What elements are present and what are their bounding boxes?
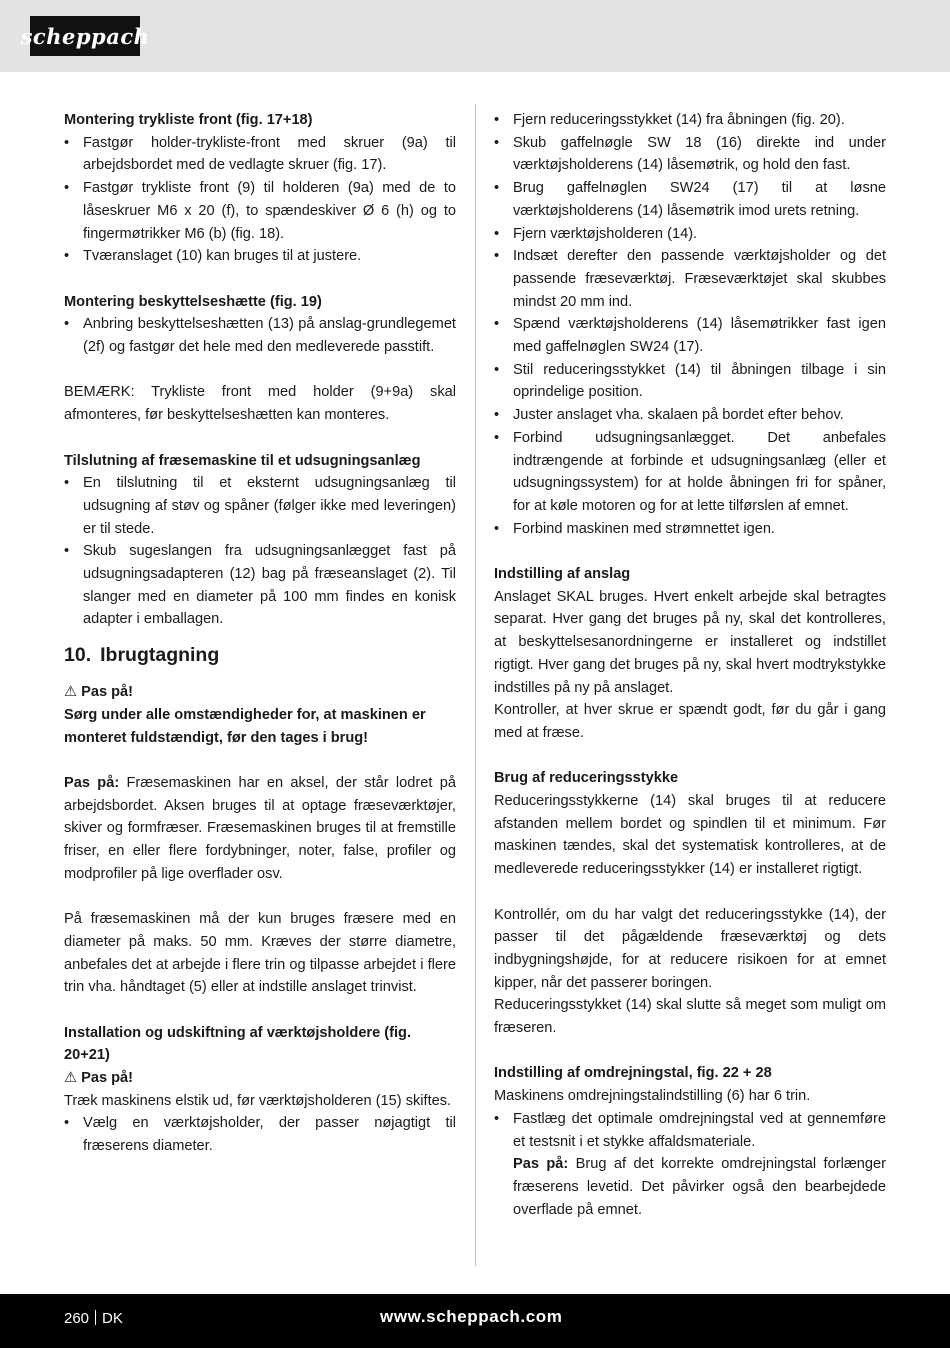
warning-icon: ⚠ — [64, 684, 78, 701]
warning-icon: ⚠ — [64, 1070, 78, 1087]
paragraph-diameter: På fræsemaskinen må der kun bruges fræsere med en diameter på maks. 50 mm. Kræves der større diametre, anbefales det at arbejde i flere trin og tilpasse arbejdet i flere trin vha. håndtaget (5) eller at indstille anslaget trinvist. — [64, 911, 456, 996]
paragraph-reduceringsstykke: Reduceringsstykkerne (14) skal bruges til at reducere afstanden mellem bordet og spindlen til et minimum. Før maskinen tændes, skal det systematisk kontrolleres, at de medleverede reduceringsstykker (14) er installeret rigtigt. — [494, 793, 886, 878]
paragraph-aksel: Pas på: Fræsemaskinen har en aksel, der står lodret på arbejdsbordet. Aksen bruges til at optage fræseværktøjer, skiver og formfræser. Fræsemaskinen bruges til at fremstille friser, en eller flere fordybninger, noter, false, profiler og modprofiler på lige overflader osv. — [64, 774, 456, 882]
warning-heading: ⚠ Pas på! — [64, 681, 456, 704]
heading-beskyttelseshaette: Montering beskyttelseshætte (fig. 19) — [64, 293, 322, 310]
list-item: • Skub gaffelnøgle SW 18 (16) direkte ind under værktøjsholderens (14) låsemøtrik, og hold den fast. — [494, 132, 886, 177]
footer-band — [0, 1294, 950, 1348]
list-udsugning — [64, 472, 456, 631]
list-vaerktoejsholder — [64, 1112, 456, 1157]
heading-reduceringsstykke: Brug af reduceringsstykke — [494, 770, 679, 787]
list-item: • Stil reduceringsstykket (14) til åbningen tilbage i sin oprindelige position. — [494, 359, 886, 404]
list-item: • Forbind udsugningsanlægget. Det anbefales indtrængende at forbinde et udsugningsanlæg (eller et udsugningssystem) for at holde åbningen fri for spåner, for at køle motoren og for at lette tilførslen af emnet. — [494, 427, 886, 518]
list-item: • Fjern værktøjsholderen (14). — [494, 223, 886, 246]
paragraph-reduceringsstykke-2: Kontrollér, om du har valgt det reduceringsstykke (14), der passer til det pågældende fræseværktøj og dets indbygningshøjde, for at reducere risikoen for at emnet kipper, når det passerer boringen. — [494, 906, 886, 991]
section-title — [64, 641, 456, 669]
note-paragraph: BEMÆRK: Trykliste front med holder (9+9a) skal afmonteres, før beskyttelseshætten kan monteres. — [64, 384, 456, 424]
website-link[interactable]: www.scheppach.com — [380, 1307, 563, 1326]
list-item: • Fastgør holder-trykliste-front med skruer (9a) til arbejdsbordet med de vedlagte skruer (fig. 17). — [64, 132, 456, 177]
list-trykliste — [64, 132, 456, 268]
heading-anslag: Indstilling af anslag — [494, 566, 631, 583]
paragraph-anslag: Anslaget SKAL bruges. Hvert enkelt arbejde skal betragtes separat. Hver gang det bruges på ny, skal det kontrolleres, at beskyttelsesanordningerne er installeret og indstillet rigtigt. Hver gang det bruges på ny, skal hvert modtrykstykke indstilles på ny på anslaget. — [494, 588, 886, 696]
header-band — [0, 0, 950, 72]
page-number: 260 DK — [64, 1310, 123, 1327]
list-omdrejningstal — [494, 1108, 886, 1222]
left-column — [64, 109, 456, 1158]
paragraph-omdrejningstal: Maskinens omdrejningstalindstilling (6) har 6 trin. — [494, 1088, 811, 1105]
list-item: • Fastlæg det optimale omdrejningstal ved at gennemføre et testsnit i et stykke affaldsmateriale. — [494, 1108, 886, 1153]
list-item: • Anbring beskyttelseshætten (13) på anslag-grundlegemet (2f) og fastgør det hele med den medleverede passtift. — [64, 313, 456, 358]
heading-vaerktoejsholdere: Installation og udskiftning af værktøjsholdere (fig. 20+21) — [64, 1024, 412, 1064]
paragraph-elstik: Træk maskinens elstik ud, før værktøjsholderen (15) skiftes. — [64, 1092, 452, 1109]
list-note: Pas på: Brug af det korrekte omdrejningstal forlænger fræserens levetid. Det påvirker også den bearbejdede overflade på emnet. — [513, 1156, 886, 1218]
list-item: • Vælg en værktøjsholder, der passer nøjagtigt til fræserens diameter. — [64, 1112, 456, 1157]
warning-heading-2: ⚠ Pas på! — [64, 1067, 456, 1090]
list-item: • Juster anslaget vha. skalaen på bordet efter behov. — [494, 404, 886, 427]
warning-text: Sørg under alle omstændigheder for, at maskinen er monteret fuldstændigt, før den tages i brug! — [64, 706, 426, 746]
list-beskyttelseshaette — [64, 313, 456, 358]
scheppach-logo: scheppach — [30, 16, 140, 56]
list-item: • Skub sugeslangen fra udsugningsanlægget fast på udsugningsadapteren (12) bag på fræseanslaget (2). Til slanger med en diameter på 100 mm findes en konisk adapter i emballagen. — [64, 540, 456, 631]
column-divider — [475, 104, 476, 1266]
heading-omdrejningstal: Indstilling af omdrejningstal, fig. 22 + 28 — [494, 1065, 772, 1082]
list-item: • Fastgør trykliste front (9) til holderen (9a) med de to låseskruer M6 x 20 (f), to spændeskiver Ø 6 (h) og to fingermøtrikker M6 (b) (fig. 18). — [64, 177, 456, 245]
heading-udsugning: Tilslutning af fræsemaskine til et udsugningsanlæg — [64, 452, 421, 469]
list-item: • Spænd værktøjsholderens (14) låsemøtrikker fast igen med gaffelnøglen SW24 (17). — [494, 313, 886, 358]
list-item: • Tværanslaget (10) kan bruges til at justere. — [64, 245, 456, 268]
list-item: • En tilslutning til et eksternt udsugningsanlæg til udsugning af støv og spåner (følger ikke med leveringen) er til stede. — [64, 472, 456, 540]
list-item: • Indsæt derefter den passende værktøjsholder og det passende fræseværktøj. Fræseværktøjet skal skubbes mindst 20 mm ind. — [494, 245, 886, 313]
section-title-text: Ibrugtagning — [100, 644, 220, 667]
paragraph-anslag-2: Kontroller, at hver skrue er spændt godt, før du går i gang med at fræse. — [494, 702, 886, 741]
heading-trykliste: Montering trykliste front (fig. 17+18) — [64, 112, 313, 128]
list-item: • Fjern reduceringsstykket (14) fra åbningen (fig. 20). — [494, 109, 886, 132]
right-column — [494, 109, 886, 1221]
list-item: • Brug gaffelnøglen SW24 (17) til at løsne værktøjsholderens (14) låsemøtrik imod urets retning. — [494, 177, 886, 222]
list-steps — [494, 109, 886, 540]
paragraph-reduceringsstykke-3: Reduceringsstykket (14) skal slutte så meget som muligt om fræseren. — [494, 997, 886, 1037]
section-number: 10. — [64, 644, 92, 667]
list-item: • Forbind maskinen med strømnettet igen. — [494, 518, 886, 541]
